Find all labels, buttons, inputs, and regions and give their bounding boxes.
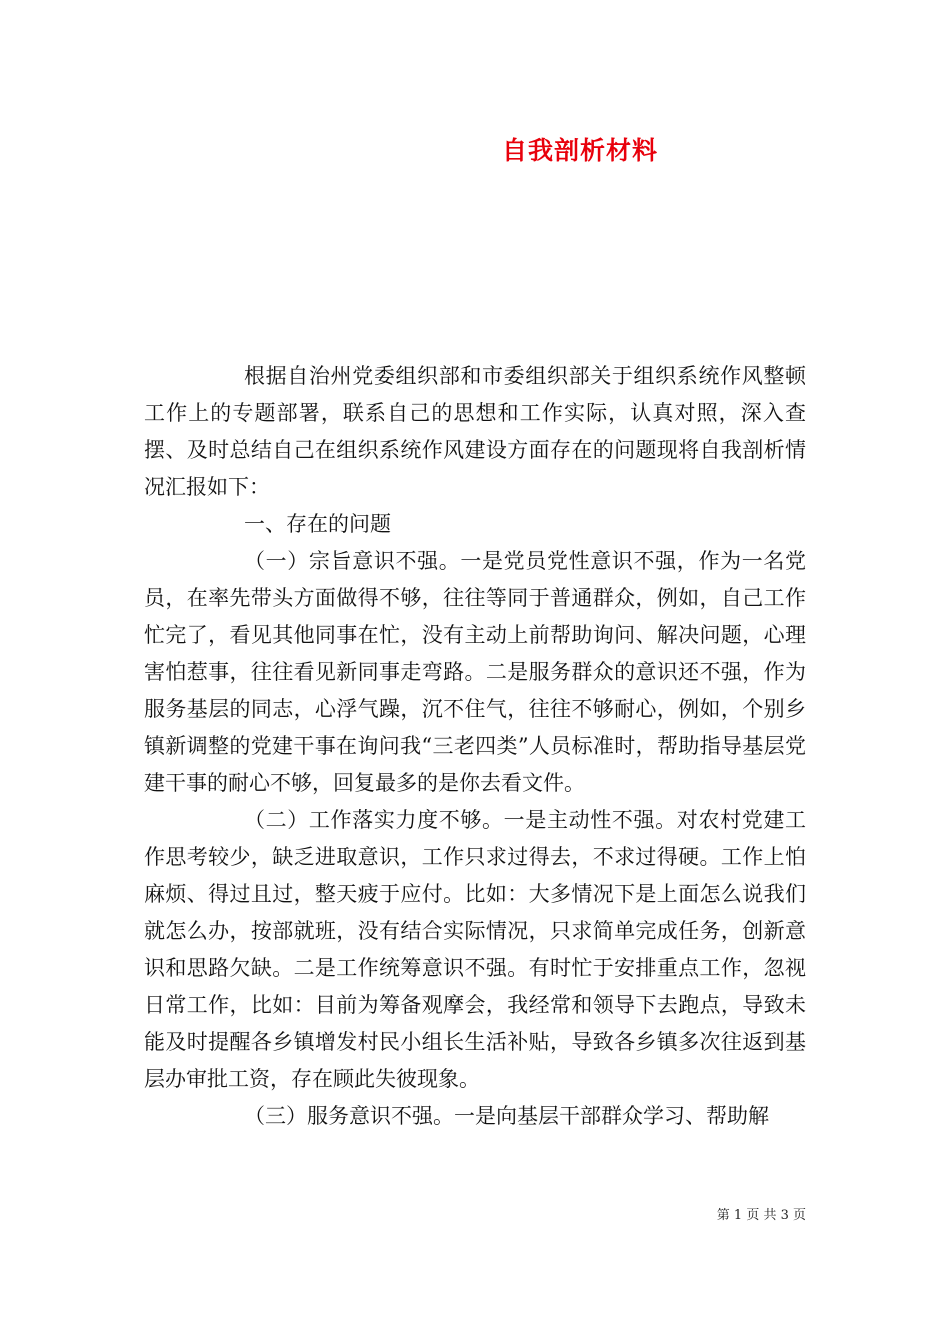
section-heading: 一、存在的问题 xyxy=(244,512,391,536)
page-title: 自我剖析材料 xyxy=(501,136,658,165)
paragraph-item-1: （一）宗旨意识不强。一是党员党性意识不强，作为一名党员，在率先带头方面做得不够，往往等同于普通群众，例如，自己工作忙完了，看见其他同事在忙，没有主动上前帮助询问、解决问题，心理害怕惹事，往往看见新同事走弯路。二是服务群众的意识还不强，作为服务基层的同志，心浮气躁，沉不住气，往往不够耐心，例如，个别乡镇新调整的党建干事在询问我“三老四类”人员标准时，帮助指导基层党建干事的耐心不够，回复最多的是你去看文件。 xyxy=(144,549,806,795)
paragraph-item-3: （三）服务意识不强。一是向基层干部群众学习、帮助解 xyxy=(244,1104,769,1128)
paragraph-item-2: （二）工作落实力度不够。一是主动性不强。对农村党建工作思考较少，缺乏进取意识，工作只求过得去，不求过得硬。工作上怕麻烦、得过且过，整天疲于应付。比如：大多情况下是上面怎么说我们就怎么办，按部就班，没有结合实际情况，只求简单完成任务，创新意识和思路欠缺。二是工作统筹意识不强。有时忙于安排重点工作，忽视日常工作，比如：目前为筹备观摩会，我经常和领导下去跑点，导致未能及时提醒各乡镇增发村民小组长生活补贴，导致各乡镇多次往返到基层办审批工资，存在顾此失彼现象。 xyxy=(144,808,806,1091)
paragraph-intro: 根据自治州党委组织部和市委组织部关于组织系统作风整顿工作上的专题部署，联系自己的思想和工作实际，认真对照，深入查摆、及时总结自己在组织系统作风建设方面存在的问题现将自我剖析情况汇报如下： xyxy=(144,364,806,499)
document-body xyxy=(144,358,806,1135)
page-footer: 第 1 页 共 3 页 xyxy=(716,1208,806,1223)
